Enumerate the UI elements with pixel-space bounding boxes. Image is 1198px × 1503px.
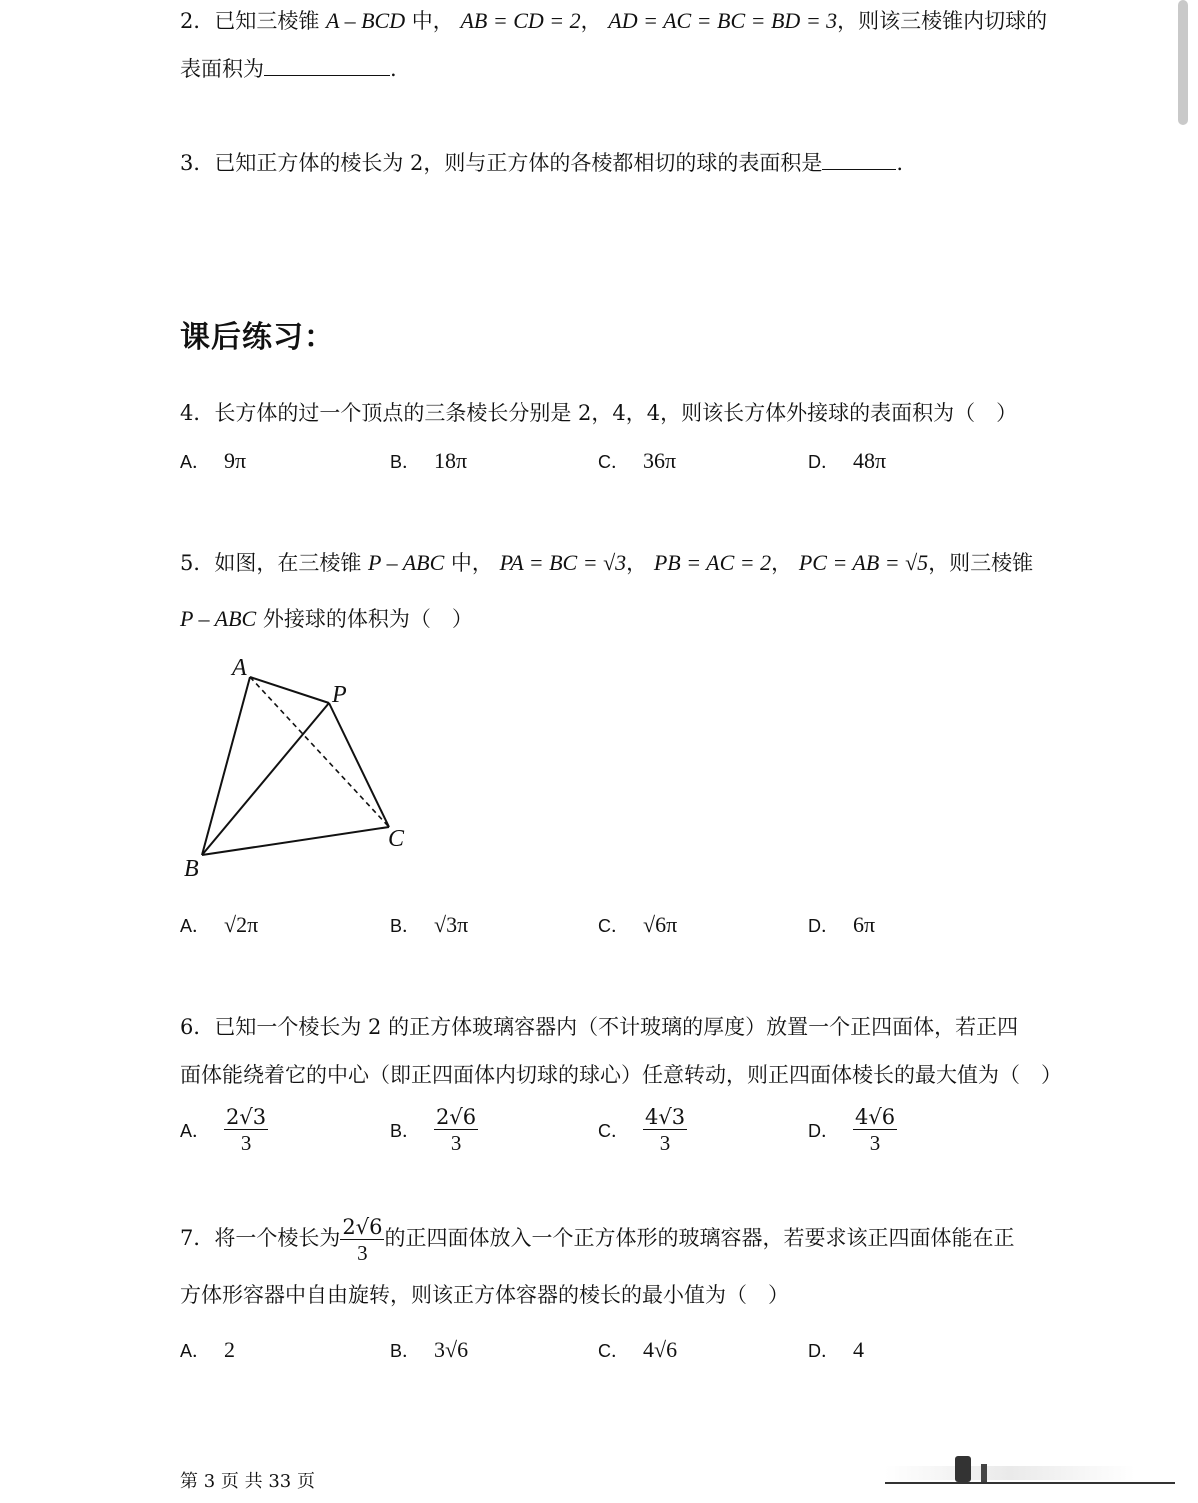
q5-cond1: PA = BC = √3 [499,550,627,575]
q5-option-c[interactable]: C． √6π [598,912,678,937]
page-slider[interactable] [885,1462,1175,1484]
q5-cond3: PC = AB = √5 [798,550,929,575]
q7-option-a[interactable]: A． 2 [180,1337,236,1362]
q2-tetra: A – BCD [326,8,406,33]
q4-option-a[interactable]: A． 9π [180,448,247,473]
q5-sep1: ， [626,551,648,575]
q2-suffix: ，则该三棱锥内切球的 [837,9,1048,33]
edge-pb [202,703,329,855]
q7-prefix: 7．将一个棱长为 [180,1226,341,1250]
q4-option-c[interactable]: C． 36π [598,448,677,473]
q6-option-a[interactable]: A． $\frac{2√3}{3}$ [180,1105,267,1155]
q5-line1 [180,548,1033,578]
label-c: C [388,826,405,852]
edge-pc [329,703,389,827]
q7-option-c[interactable]: C． 4√6 [598,1337,678,1362]
slider-track [885,1466,1135,1480]
q6-option-c[interactable]: C． $\frac{4√3}{3}$ [598,1105,686,1155]
q6-line1-text: 6．已知一个棱长为 2 的正方体玻璃容器内（不计玻璃的厚度）放置一个正四面体，若正四 [180,1015,1019,1039]
q7-line2-text: 方体形容器中自由旋转，则该正方体容器的棱长的最小值为（ ） [180,1283,789,1307]
q7-line2 [180,1280,789,1310]
answer-blank [264,55,390,76]
q5-option-a[interactable]: A． √2π [180,912,259,937]
q5-line2 [180,604,473,634]
page-footer: 第 3 页 共 33 页 [180,1471,315,1492]
q3-text: 3．已知正方体的棱长为 2，则与正方体的各棱都相切的球的表面积是 [180,151,823,175]
scrollbar-thumb[interactable] [1178,0,1188,125]
q2-mid: 中， [405,9,454,33]
q4-text: 4．长方体的过一个顶点的三条棱长分别是 2，4，4，则该长方体外接球的表面积为（ ） [180,401,1018,425]
q7-option-b[interactable]: B． 3√6 [390,1337,469,1362]
q6-option-d[interactable]: D． $\frac{4√6}{3}$ [808,1105,896,1155]
q3-end: . [896,151,904,175]
q7-fraction: $\frac{2√6}{3}$ [342,1214,383,1265]
q6-line2 [180,1060,1062,1090]
q7-suffix: 的正四面体放入一个正方体形的玻璃容器，若要求该正四面体能在正 [384,1226,1015,1250]
q2-cond2: AD = AC = BC = BD = 3 [608,8,838,33]
tetrahedron-figure [170,650,430,890]
q2-line2 [180,54,397,84]
q2-line2-text: 表面积为 [180,57,264,81]
slider-marker [981,1464,987,1482]
q5-tetra: P – ABC [368,550,445,575]
q5-tetra2: P – ABC [180,606,257,631]
q2-line1 [180,6,1047,36]
q5-option-d[interactable]: D． 6π [808,912,876,937]
q3-line [180,148,903,178]
edge-ap [250,677,329,703]
slider-handle[interactable] [955,1456,971,1482]
q5-prefix: 5．如图，在三棱锥 [180,551,369,575]
q2-end: . [390,57,397,81]
label-a: A [232,655,247,681]
q6-line2-text: 面体能绕着它的中心（即正四面体内切球的球心）任意转动，则正四面体棱长的最大值为（ ） [180,1063,1062,1087]
q4-line [180,398,1017,428]
q5-option-b[interactable]: B． √3π [390,912,469,937]
q5-suffix: ，则三棱锥 [928,551,1034,575]
q2-prefix: 2．已知三棱锥 [180,9,327,33]
q5-line2-text: 外接球的体积为（ ） [256,607,473,631]
q2-cond1: AB = CD = 2 [460,8,581,33]
answer-blank [822,149,896,170]
q2-sep: ， [580,9,602,33]
section-title: 课后练习： [180,320,335,355]
label-p: P [332,682,347,708]
q6-option-b[interactable]: B． $\frac{2√6}{3}$ [390,1105,477,1155]
edge-bc [202,827,389,855]
label-b: B [184,856,199,882]
q5-mid: 中， [444,551,493,575]
q4-option-d[interactable]: D． 48π [808,448,887,473]
q4-option-b[interactable]: B． 18π [390,448,468,473]
q6-line1 [180,1012,1018,1042]
q7-option-d[interactable]: D． 4 [808,1337,864,1362]
edge-ab [202,677,250,855]
q7-line1 [180,1214,1014,1264]
q5-cond2: PB = AC = 2 [653,550,772,575]
q5-sep2: ， [771,551,793,575]
